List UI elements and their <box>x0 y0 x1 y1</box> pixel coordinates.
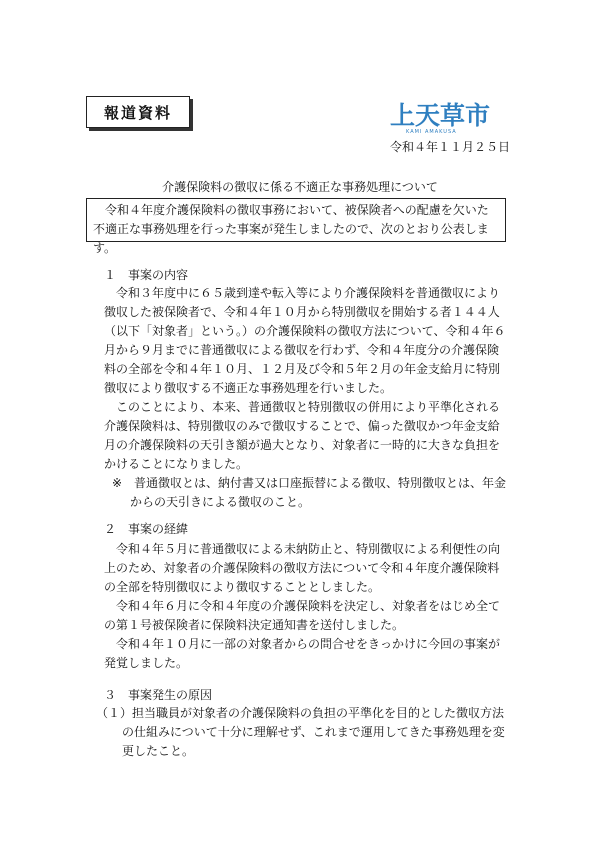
section-2-body <box>104 540 510 673</box>
section-2-paragraph-3: 令和４年１０月に一部の対象者からの問合せをきっかけに今回の事案が発覚しました。 <box>104 637 501 670</box>
section-3-item-1: （１）担当職員が対象者の介護保険料の負担の平準化を目的とした徴収方法の仕組みについて十分に理解せず、これまで運用してきた事務処理を変更したこと。 <box>96 706 505 758</box>
section-2-paragraph-1: 令和４年５月に普通徴収による未納防止と、特別徴収による利便性の向上のため、対象者の介護保険料の徴収方法について令和４年度介護保険料の全部を特別徴収により徴収することとしました。 <box>104 542 501 594</box>
press-release-label-text: 報道資料 <box>103 103 172 122</box>
kamiamakusa-city-logo <box>388 98 508 134</box>
section-3-heading: ３ 事案発生の原因 <box>104 688 213 702</box>
section-1-heading: １ 事案の内容 <box>104 268 189 282</box>
section-1-paragraph-2: このことにより、本来、普通徴収と特別徴収の併用により平準化される介護保険料は、特別徴収のみで徴収することで、偏った徴収かつ年金支給月の介護保険料の天引き額が過大となり、対象者に一時的に大きな負担をかけることになりました。 <box>104 400 501 471</box>
section-2-paragraph-2: 令和４年６月に令和４年度の介護保険料を決定し、対象者をはじめ全ての第１号被保険者に保険料決定通知書を送付しました。 <box>104 599 501 632</box>
logo-text: 上天草市 <box>390 101 491 130</box>
section-2-heading: ２ 事案の経緯 <box>104 522 189 536</box>
section-1-paragraph-1: 令和３年度中に６５歳到達や転入等により介護保険料を普通徴収により徴収した被保険者で、令和４年１０月から特別徴収を開始する者１４４人（以下「対象者」という。）の介護保険料の徴収方法について、令和４年６月から９月までに普通徴収による徴収を行わず、令和４年度分の介護保険料の全部を令和４年１０月、１２月及び令和５年２月の年金支給月に特別徴収により徴収する不適正な事務処理を行いました。 <box>104 286 506 395</box>
document-title: 介護保険料の徴収に係る不適正な事務処理について <box>162 180 438 194</box>
press-release-label <box>86 96 190 128</box>
section-1-note <box>112 474 510 512</box>
summary-text: 令和４年度介護保険料の徴収事務において、被保険者への配慮を欠いた不適正な事務処理を行った事案が発生しましたので、次のとおり公表します。 <box>93 203 489 255</box>
summary-box <box>86 198 506 255</box>
section-1-note-text: ※ 普通徴収とは、納付書又は口座振替による徴収、特別徴収とは、年金からの天引きによる徴収のこと。 <box>112 476 507 509</box>
section-3-items <box>96 704 510 761</box>
section-1-body <box>104 284 510 474</box>
logo-subtext: KAMI AMAKUSA <box>406 129 457 134</box>
release-date: 令和４年１１月２５日 <box>389 140 510 154</box>
